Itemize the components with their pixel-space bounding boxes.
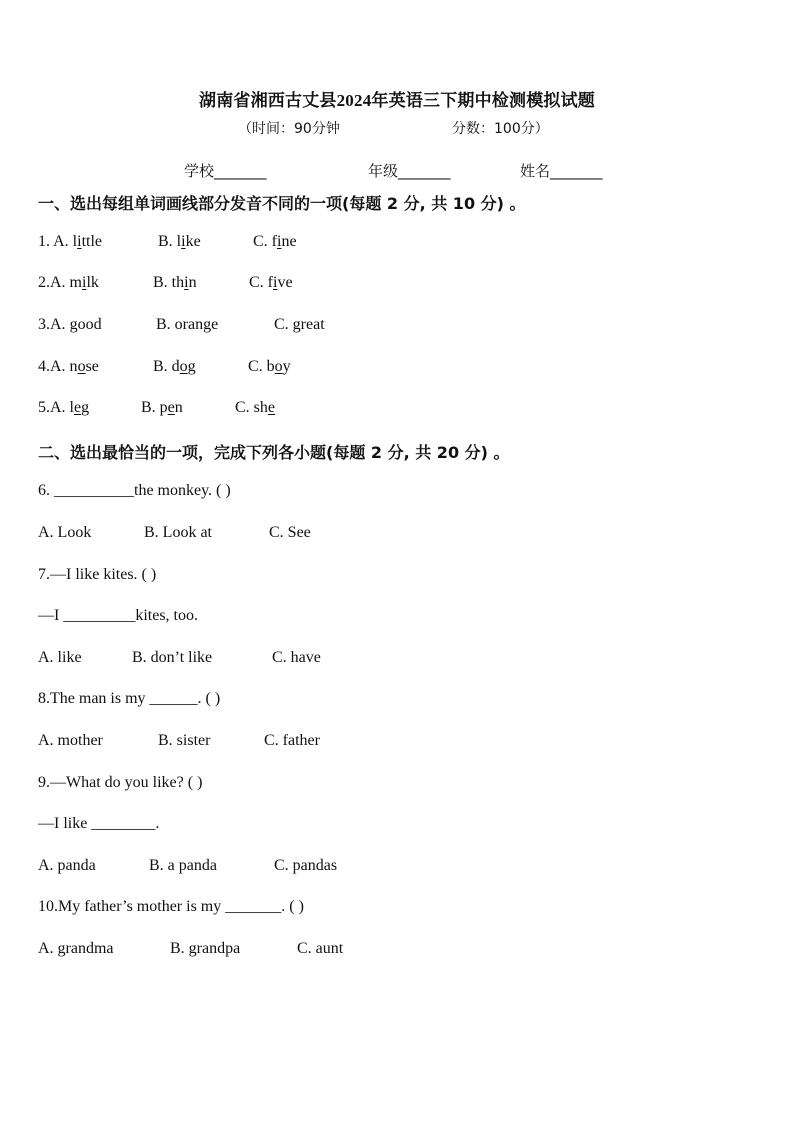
time-limit: （时间：90分钟 (238, 121, 340, 137)
name-field: 姓名_______ (520, 162, 603, 180)
option-a: A. good (50, 316, 102, 333)
option-c: C. aunt (297, 940, 344, 957)
option-b: B. thin (153, 274, 197, 291)
option-a: A. milk (50, 274, 99, 291)
option-c: C. pandas (274, 857, 338, 874)
question-2: 2.A. milk B. thin C. five (38, 274, 293, 291)
option-c: C. father (264, 732, 320, 749)
option-b: B. sister (158, 732, 211, 749)
option-a: A. mother (38, 732, 103, 749)
option-b: B. Look at (144, 524, 212, 541)
option-a: A. Look (38, 524, 92, 541)
question-9-stem: 9.—What do you like? ( ) (38, 774, 203, 791)
question-6-stem: 6. __________the monkey. ( ) (38, 482, 231, 499)
section2-heading: 二、选出最恰当的一项，完成下列各小题(每题 2 分, 共 20 分) 。 (38, 443, 510, 462)
question-4: 4.A. nose B. dog C. boy (38, 358, 291, 375)
question-1: 1. A. little B. like C. fine (38, 233, 297, 250)
option-c: C. fine (253, 233, 297, 250)
question-7-stem2: —I _________kites, too. (38, 607, 198, 624)
question-10-stem: 10.My father’s mother is my _______. ( ) (38, 898, 304, 915)
question-7-options (38, 649, 321, 667)
option-b: B. pen (141, 399, 183, 416)
option-c: C. have (272, 649, 321, 666)
option-c: C. five (249, 274, 293, 291)
total-score: 分数：100分） (452, 121, 549, 137)
question-9-options (38, 857, 338, 875)
question-7-stem: 7.—I like kites. ( ) (38, 566, 157, 583)
option-a: A. grandma (38, 940, 114, 957)
question-10-options (38, 940, 344, 958)
question-6-options (38, 524, 311, 542)
option-c: C. boy (248, 358, 291, 375)
option-c: C. great (274, 316, 325, 333)
option-b: B. dog (153, 358, 196, 375)
question-3: 3.A. good B. orange C. great (38, 316, 325, 333)
question-8-stem: 8.The man is my ______. ( ) (38, 690, 221, 707)
option-a: A. nose (50, 358, 99, 375)
question-5: 5.A. leg B. pen C. she (38, 399, 276, 416)
option-b: B. orange (156, 316, 219, 333)
section1-heading: 一、选出每组单词画线部分发音不同的一项(每题 2 分, 共 10 分) 。 (38, 194, 526, 213)
option-b: B. like (158, 233, 201, 250)
grade-field: 年级_______ (368, 162, 451, 180)
option-c: C. See (269, 524, 311, 541)
page-title: 湖南省湘西古丈县2024年英语三下期中检测模拟试题 (199, 91, 595, 110)
option-a: A. leg (50, 399, 90, 416)
option-a: A. little (53, 233, 103, 250)
question-8-options (38, 732, 320, 750)
option-c: C. she (235, 399, 276, 416)
option-a: A. like (38, 649, 82, 666)
option-b: B. a panda (149, 857, 217, 874)
question-9-stem2: —I like ________. (38, 815, 160, 832)
school-field: 学校_______ (184, 162, 267, 180)
option-a: A. panda (38, 857, 96, 874)
option-b: B. grandpa (170, 940, 241, 957)
option-b: B. don’t like (132, 649, 213, 666)
